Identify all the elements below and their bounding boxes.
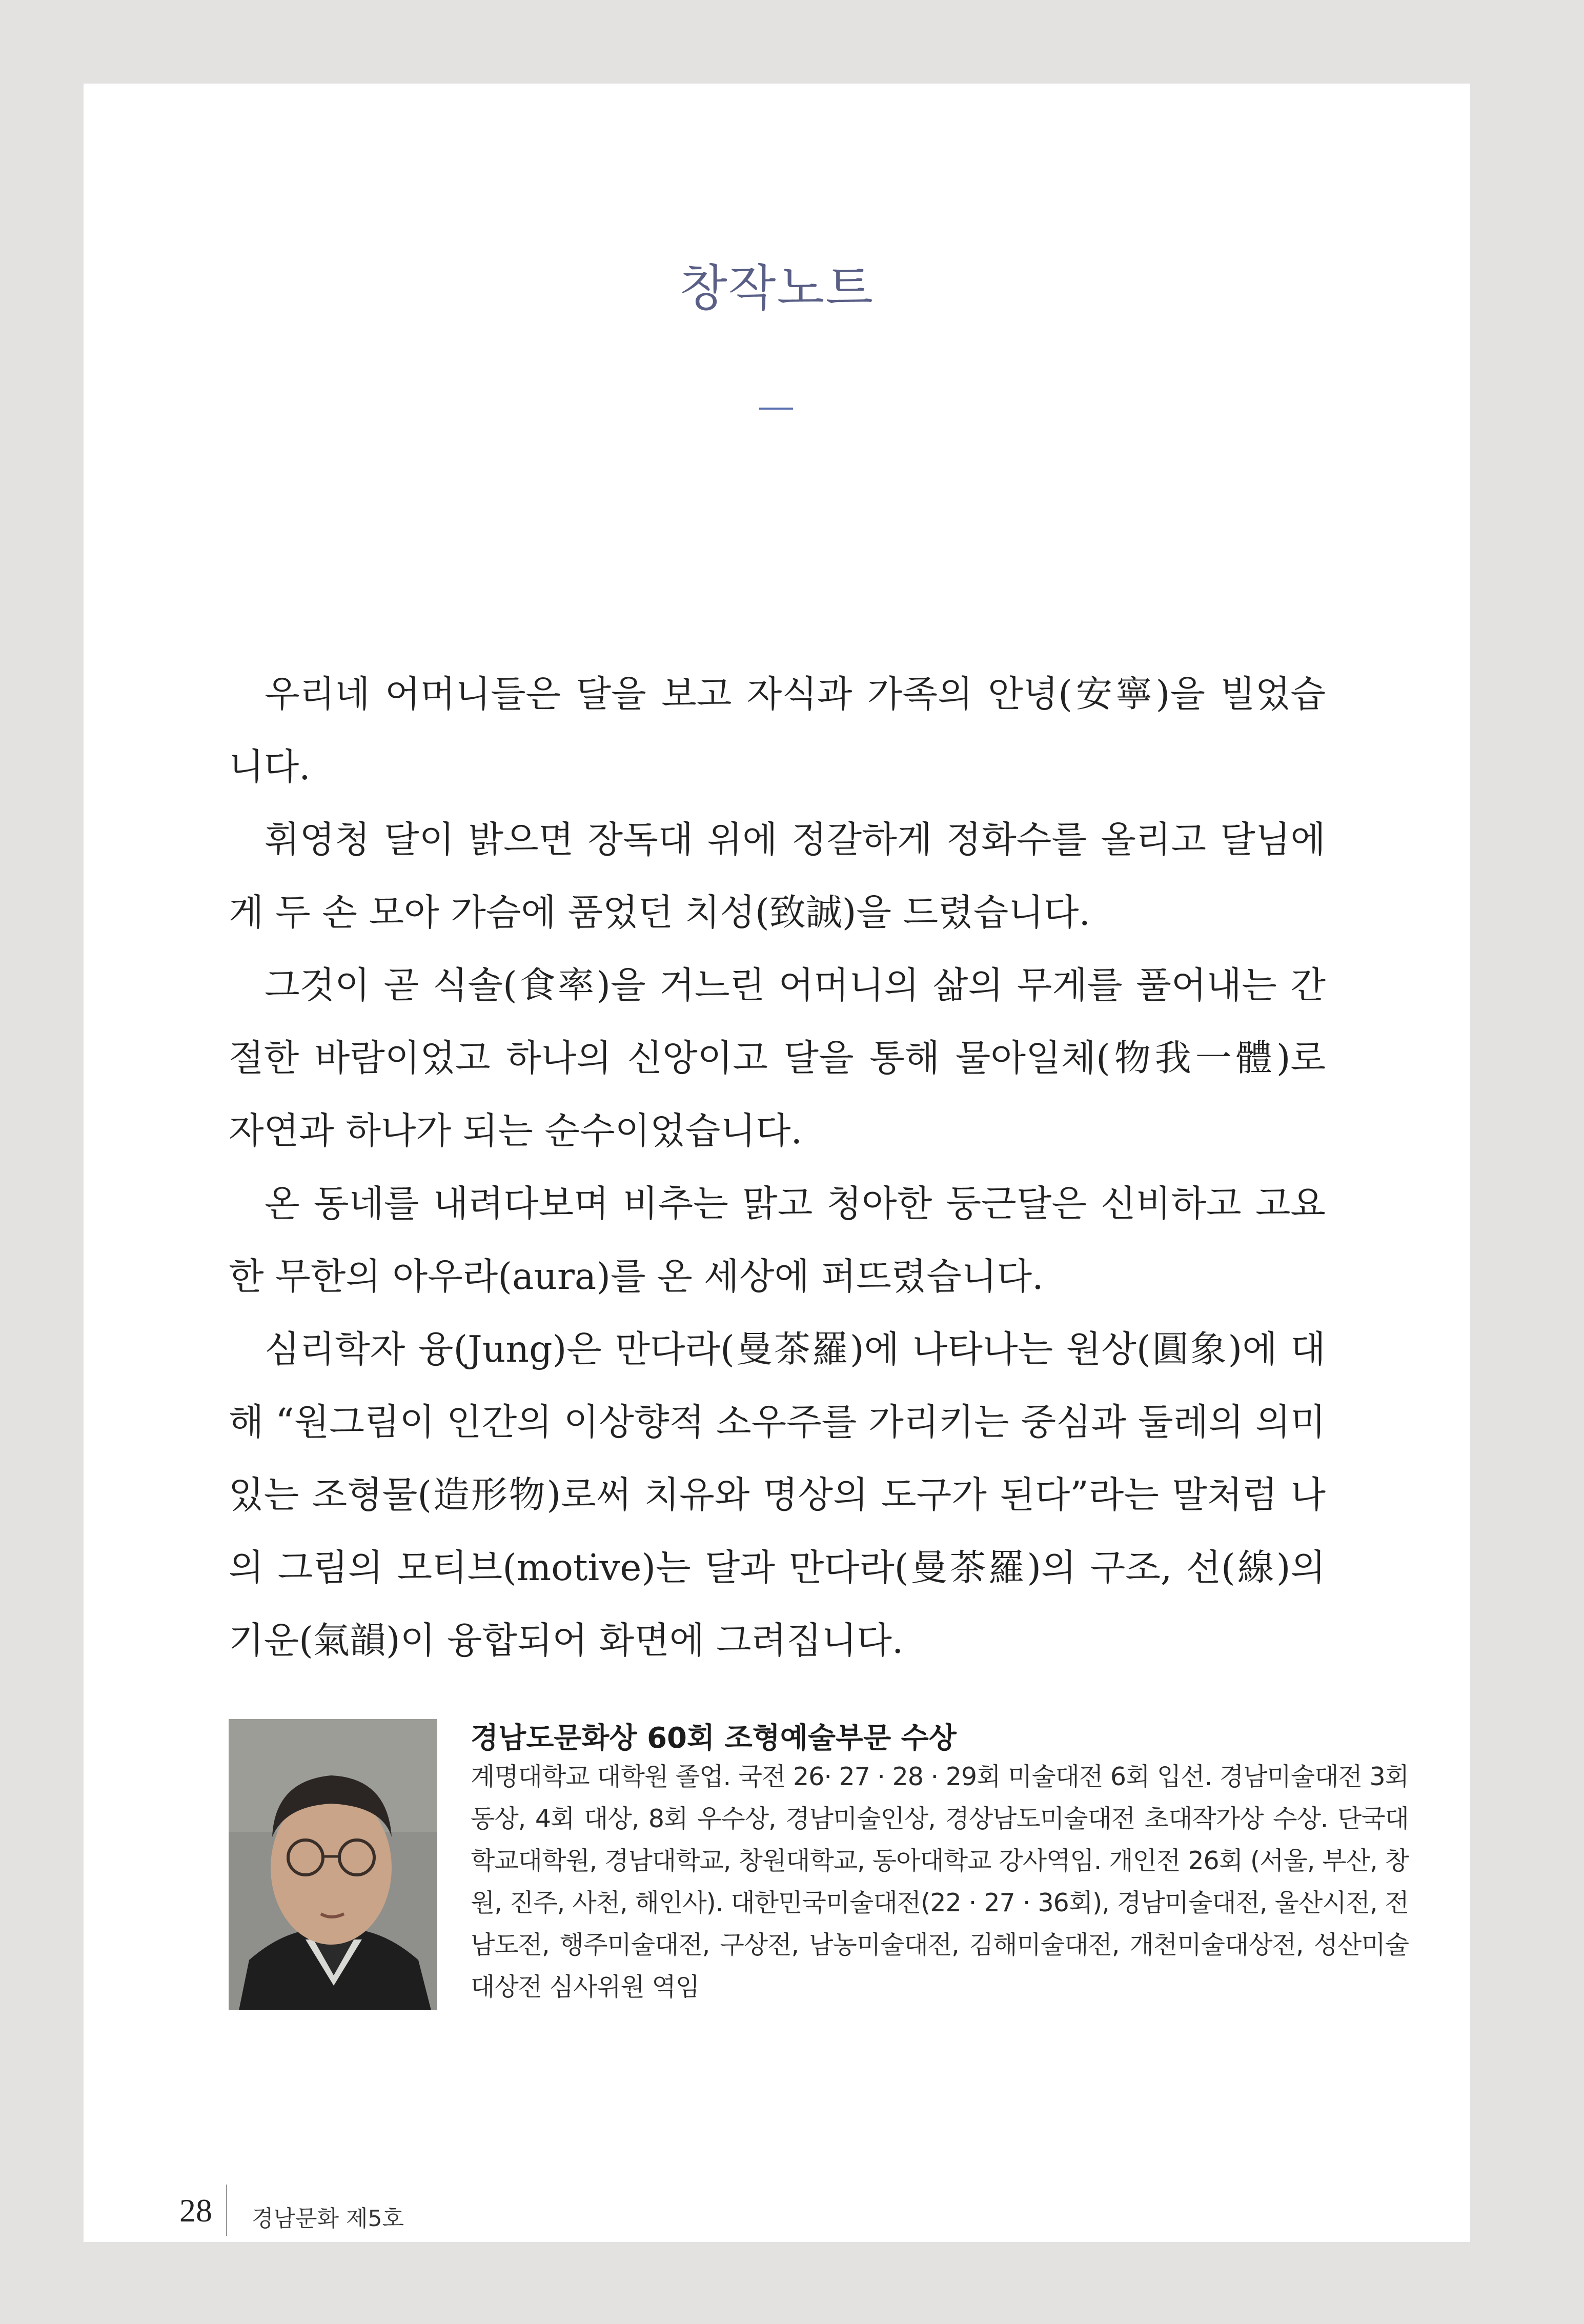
paragraph: 그것이 곧 식솔(食率)을 거느린 어머니의 삶의 무게를 풀어내는 간절한 바람이었고 하나의 신앙이고 달을 통해 물아일체(物我一體)로 자연과 하나가 되는 순수이었습니다. — [229, 964, 1326, 1152]
artist-biography: 계명대학교 대학원 졸업. 국전 26· 27 · 28 · 29회 미술대전 6회 입선. 경남미술대전 3회 동상, 4회 대상, 8회 우수상, 경남미술인상, 경상남도미술대전 초대작가상 수상. 단국대학교대학원, 경남대학교, 창원대학교, 동아대학교 강사역임. 개인전 26회 (서울, 부산, 창원, 진주, 사천, 해인사). 대한민국미술대전(22 · 27 · 36회), 경남미술대전, 울산시전, 전남도전, 행주미술대전, 구상전, 남농미술대전, 김해미술대전, 개천미술대상전, 성산미술대상전 심사위원 역임 — [471, 1762, 1409, 2002]
page-number: 28 — [179, 2192, 212, 2229]
paragraph: 우리네 어머니들은 달을 보고 자식과 가족의 안녕(安寧)을 빌었습니다. — [229, 673, 1326, 788]
paragraph: 심리학자 융(Jung)은 만다라(曼茶羅)에 나타나는 원상(圓象)에 대해 “원그림이 인간의 이상향적 소우주를 가리키는 중심과 둘레의 의미 있는 조형물(造形物)로써 치유와 명상의 도구가 된다”라는 말처럼 나의 그림의 모티브(motive)는 달과 만다라(曼茶羅)의 구조, 선(線)의 기운(氣韻)이 융합되어 화면에 그려집니다. — [229, 1328, 1326, 1662]
artist-portrait-photo — [229, 1719, 437, 2010]
page-title: 창작노트 — [680, 259, 874, 317]
paragraph: 휘영청 달이 밝으면 장독대 위에 정갈하게 정화수를 올리고 달님에게 두 손 모아 가슴에 품었던 치성(致誠)을 드렸습니다. — [229, 818, 1326, 934]
footer-divider — [226, 2185, 227, 2236]
award-heading: 경남도문화상 60회 조형예술부문 수상 — [471, 1722, 957, 1755]
paragraph: 온 동네를 내려다보며 비추는 맑고 청아한 둥근달은 신비하고 고요한 무한의 아우라(aura)를 온 세상에 퍼뜨렸습니다. — [229, 1182, 1326, 1298]
publication-name: 경남문화 제5호 — [252, 2206, 404, 2232]
page — [84, 84, 1470, 2242]
essay-body — [229, 658, 1326, 1677]
title-divider — [759, 408, 793, 410]
